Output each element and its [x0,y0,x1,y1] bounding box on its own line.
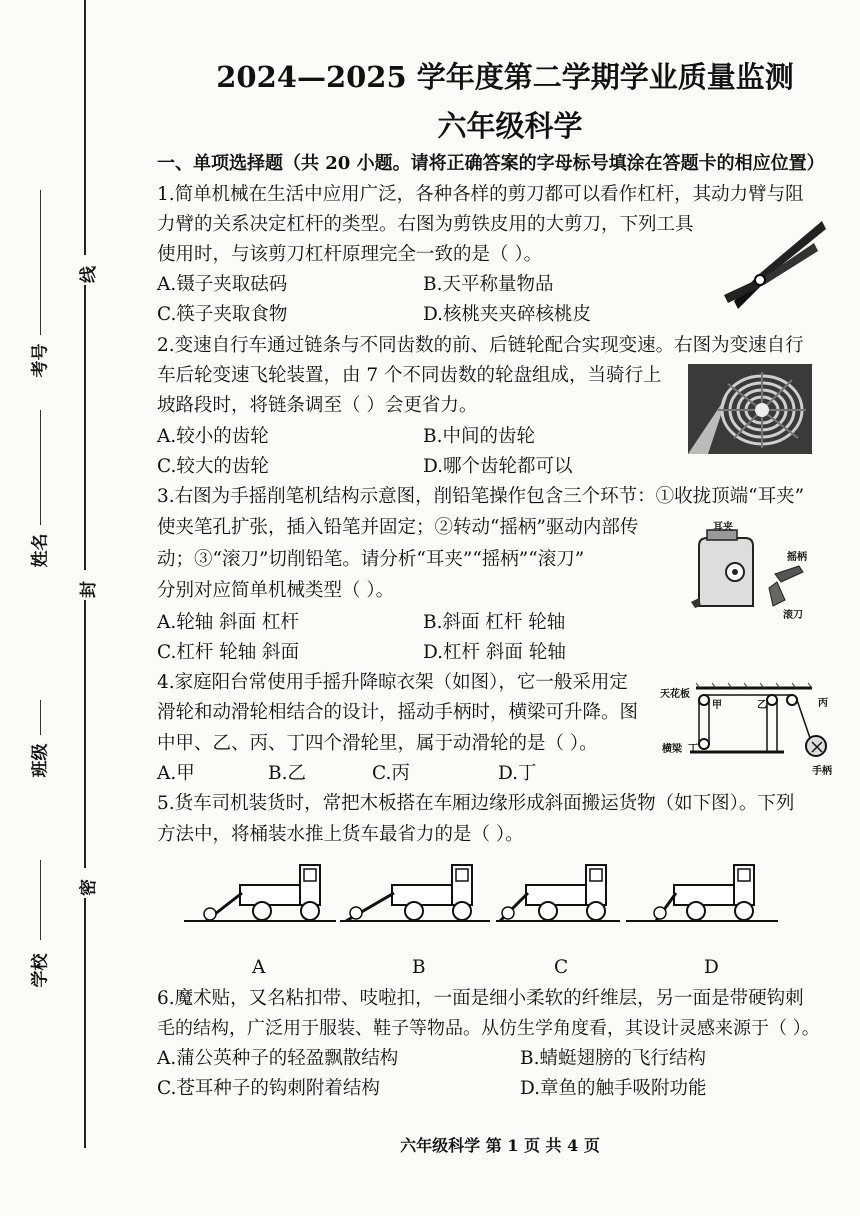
ceiling-label: 天花板 [660,689,690,700]
binding-line-bottom [84,898,86,1148]
q5-figure-label-c: C [554,957,569,978]
q4-line-2: 滑轮和动滑轮相结合的设计，摇动手柄时，横梁可升降。图 [157,702,639,723]
binding-line-mid [84,285,86,570]
q1-line-2: 力臂的关系决定杠杆的类型。右图为剪铁皮用的大剪刀，下列工具 [157,214,694,235]
exam-number-line [40,190,41,335]
binding-mark-mi: 密 [79,879,99,896]
q2-option-a: A.较小的齿轮 [157,426,269,447]
truck-ramp-option-c [496,855,620,925]
pulley-bing-label: 丙 [818,698,828,709]
q6-option-d: D.章鱼的触手吸附功能 [520,1078,707,1099]
page-footer: 六年级科学 第 1 页 共 4 页 [400,1136,600,1155]
q6-line-1: 6.魔术贴，又名粘扣带、吱啦扣，一面是细小柔软的纤维层，另一面是带硬钩刺 [157,988,804,1009]
q6-option-b: B.蜻蜓翅膀的飞行结构 [520,1048,706,1069]
q2-option-c: C.较大的齿轮 [157,456,269,477]
q6-option-c: C.苍耳种子的钩刺附着结构 [157,1078,380,1099]
q3-option-c: C.杠杆 轮轴 斜面 [157,642,300,663]
pencil-sharpener-figure [685,522,815,621]
pulley-ding-label: 丁 [688,744,698,755]
q1-line-1: 1.简单机械在生活中应用广泛，各种各样的剪刀都可以看作杠杆，其动力臂与阻 [157,184,804,205]
name-label: 姓名 [30,533,51,568]
page-title: 2024—2025 学年度第二学期学业质量监测 [216,60,794,94]
q1-option-c: C.筷子夹取食物 [157,304,288,325]
q2-option-d: D.哪个齿轮都可以 [423,456,573,477]
truck-ramp-option-a [184,855,336,925]
q1-option-a: A.镊子夹取砝码 [157,274,288,295]
truck-ramp-option-d [626,855,778,925]
q3-option-a: A.轮轴 斜面 杠杆 [157,612,300,633]
q4-line-3: 中甲、乙、丙、丁四个滑轮里，属于动滑轮的是（ ）。 [157,733,598,754]
pulley-jia-label: 甲 [712,700,722,711]
q1-option-d: D.核桃夹夹碎核桃皮 [423,304,592,325]
q4-option-d: D.丁 [498,763,537,784]
ear-clip-label: 耳夹 [713,522,733,533]
binding-mark-feng: 封 [79,581,99,598]
q1-line-3: 使用时，与该剪刀杠杆原理完全一致的是（ ）。 [157,244,543,265]
q6-line-2: 毛的结构，广泛用于服装、鞋子等物品。从仿生学角度看，其设计灵感来源于（ ）。 [157,1018,820,1039]
q5-line-2: 方法中，将桶装水推上货车最省力的是（ ）。 [157,824,524,845]
q2-line-2: 车后轮变速飞轮装置，由 7 个不同齿数的轮盘组成，当骑行上 [157,365,662,386]
beam-label: 横梁 [662,744,682,755]
section-heading: 一、单项选择题（共 20 小题。请将正确答案的字母标号填涂在答题卡的相应位置） [157,153,825,174]
clothes-rack-figure [660,680,840,780]
q1-option-b: B.天平称量物品 [423,274,554,295]
q5-figure-label-a: A [252,957,266,978]
pulley-yi-label: 乙 [757,700,767,711]
handle-label: 手柄 [812,766,832,777]
q6-option-a: A.蒲公英种子的轻盈飘散结构 [157,1048,399,1069]
class-label: 班级 [30,743,51,778]
q4-option-a: A.甲 [157,763,195,784]
bike-freewheel-photo [688,364,812,454]
q3-option-b: B.斜面 杠杆 轮轴 [423,612,566,633]
q5-line-1: 5.货车司机装货时，常把木板搭在车厢边缘形成斜面搬运货物（如下图）。下列 [157,793,795,814]
roller-blade-label: 滚刀 [783,610,803,621]
binding-mark-xian: 线 [79,266,99,283]
crank-label: 摇柄 [787,552,807,563]
q3-option-d: D.杠杆 斜面 轮轴 [423,642,566,663]
q4-option-c: C.丙 [372,763,410,784]
school-line [40,860,41,940]
binding-line-lower [84,600,86,868]
q5-figure-label-d: D [704,957,719,978]
tin-snips-figure [718,215,830,315]
q5-figure-label-b: B [412,957,426,978]
page-subtitle: 六年级科学 [437,109,583,143]
exam-number-label: 考号 [30,343,51,378]
class-line [40,700,41,735]
q3-line-3: 动；③“滚刀”切削铅笔。请分析“耳夹”“摇柄”“滚刀” [157,549,585,570]
q3-line-2: 使夹笔孔扩张，插入铅笔并固定；②转动“摇柄”驱动内部传 [157,517,639,538]
q4-option-b: B.乙 [268,763,306,784]
q2-line-1: 2.变速自行车通过链条与不同齿数的前、后链轮配合实现变速。右图为变速自行 [157,335,804,356]
q3-line-4: 分别对应简单机械类型（ ）。 [157,580,395,601]
q3-line-1: 3.右图为手摇削笔机结构示意图，削铅笔操作包含三个环节：①收拢顶端“耳夹” [157,486,805,507]
q4-line-1: 4.家庭阳台常使用手摇升降晾衣架（如图），它一般采用定 [157,672,628,693]
q2-line-3: 坡路段时，将链条调至（ ）会更省力。 [157,395,478,416]
q2-option-b: B.中间的齿轮 [423,426,535,447]
school-label: 学校 [30,953,51,988]
truck-ramp-option-b [340,855,490,925]
name-line [40,410,41,525]
